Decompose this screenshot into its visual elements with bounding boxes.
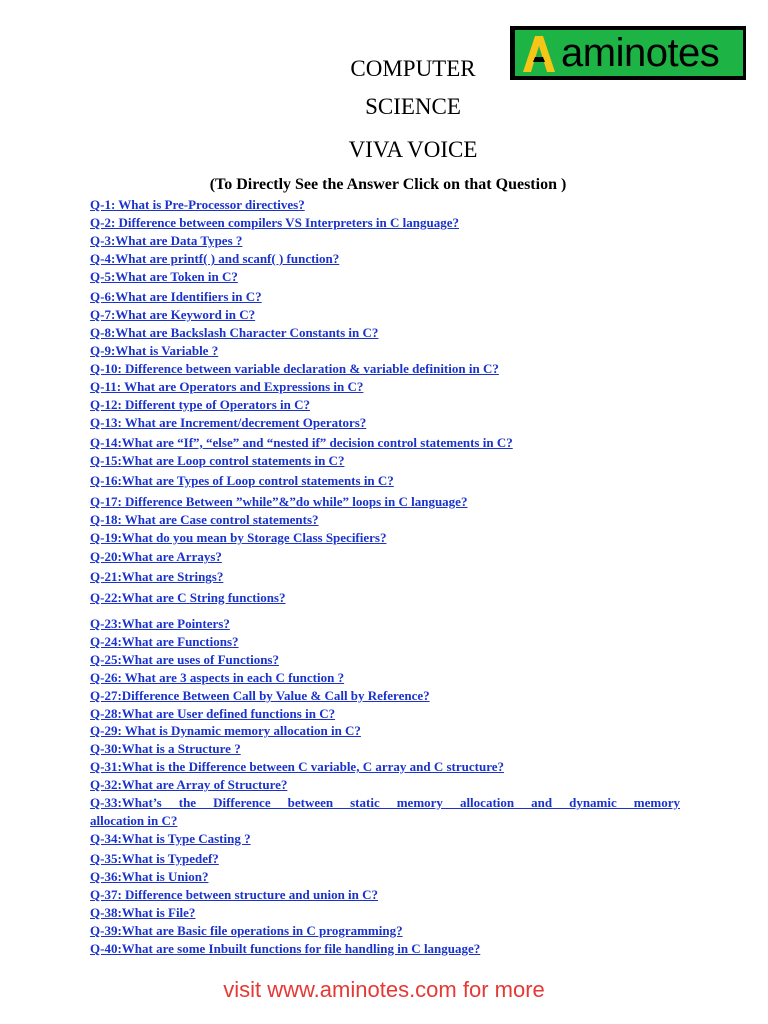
question-link-16[interactable]: Q-16:What are Types of Loop control statements in C?	[90, 473, 394, 488]
question-link-40[interactable]: Q-40:What are some Inbuilt functions for file handling in C language?	[90, 941, 481, 956]
question-link-24[interactable]: Q-24:What are Functions?	[90, 634, 239, 649]
question-link-15[interactable]: Q-15:What are Loop control statements in C?	[90, 453, 345, 468]
logo-badge	[515, 30, 743, 76]
aminotes-logo[interactable]	[510, 26, 746, 80]
question-link-11[interactable]: Q-11: What are Operators and Expressions in C?	[90, 379, 364, 394]
question-link-30[interactable]: Q-30:What is a Structure ?	[90, 741, 241, 756]
question-link-34[interactable]: Q-34:What is Type Casting ?	[90, 831, 251, 846]
question-link-8[interactable]: Q-8:What are Backslash Character Constants in C?	[90, 325, 379, 340]
question-link-26[interactable]: Q-26: What are 3 aspects in each C function ?	[90, 670, 345, 685]
question-link-20[interactable]: Q-20:What are Arrays?	[90, 549, 222, 564]
aminotes-a-mark-icon	[519, 32, 559, 74]
question-link-27[interactable]: Q-27:Difference Between Call by Value & Call by Reference?	[90, 688, 430, 703]
question-link-33[interactable]: Q-33:What’s the Difference between static memory allocation and dynamic memory	[90, 795, 680, 810]
question-link-35[interactable]: Q-35:What is Typedef?	[90, 851, 219, 866]
footer-visit-text[interactable]: visit www.aminotes.com for more	[223, 977, 545, 1002]
question-link-33-continued[interactable]: allocation in C?	[90, 813, 178, 828]
question-link-4[interactable]: Q-4:What are printf( ) and scanf( ) function?	[90, 251, 340, 266]
question-link-25[interactable]: Q-25:What are uses of Functions?	[90, 652, 279, 667]
question-link-9[interactable]: Q-9:What is Variable ?	[90, 343, 219, 358]
question-link-17[interactable]: Q-17: Difference Between ”while”&”do while” loops in C language?	[90, 494, 468, 509]
question-link-6[interactable]: Q-6:What are Identifiers in C?	[90, 289, 262, 304]
logo-text: aminotes	[561, 31, 720, 75]
title-science: SCIENCE	[365, 94, 461, 119]
question-link-18[interactable]: Q-18: What are Case control statements?	[90, 512, 319, 527]
title-viva-voice: VIVA VOICE	[348, 137, 478, 162]
question-link-1[interactable]: Q-1: What is Pre-Processor directives?	[90, 197, 305, 212]
question-link-13[interactable]: Q-13: What are Increment/decrement Operators?	[90, 415, 367, 430]
question-link-39[interactable]: Q-39:What are Basic file operations in C programming?	[90, 923, 403, 938]
question-link-28[interactable]: Q-28:What are User defined functions in C?	[90, 706, 336, 721]
title-computer: COMPUTER	[350, 56, 476, 81]
question-link-10[interactable]: Q-10: Difference between variable declaration & variable definition in C?	[90, 361, 499, 376]
question-link-37[interactable]: Q-37: Difference between structure and union in C?	[90, 887, 379, 902]
question-link-14[interactable]: Q-14:What are “If”, “else” and “nested if” decision control statements in C?	[90, 435, 513, 450]
question-link-12[interactable]: Q-12: Different type of Operators in C?	[90, 397, 310, 412]
question-link-31[interactable]: Q-31:What is the Difference between C variable, C array and C structure?	[90, 759, 505, 774]
question-link-19[interactable]: Q-19:What do you mean by Storage Class Specifiers?	[90, 530, 387, 545]
question-link-2[interactable]: Q-2: Difference between compilers VS Interpreters in C language?	[90, 215, 459, 230]
question-link-3[interactable]: Q-3:What are Data Types ?	[90, 233, 243, 248]
question-link-7[interactable]: Q-7:What are Keyword in C?	[90, 307, 256, 322]
question-link-38[interactable]: Q-38:What is File?	[90, 905, 196, 920]
question-link-5[interactable]: Q-5:What are Token in C?	[90, 269, 238, 284]
question-link-22[interactable]: Q-22:What are C String functions?	[90, 590, 286, 605]
instruction-text: (To Directly See the Answer Click on that Question )	[209, 176, 567, 193]
question-link-29[interactable]: Q-29: What is Dynamic memory allocation in C?	[90, 723, 361, 738]
question-link-21[interactable]: Q-21:What are Strings?	[90, 569, 224, 584]
question-link-23[interactable]: Q-23:What are Pointers?	[90, 616, 230, 631]
question-link-36[interactable]: Q-36:What is Union?	[90, 869, 209, 884]
question-link-32[interactable]: Q-32:What are Array of Structure?	[90, 777, 288, 792]
